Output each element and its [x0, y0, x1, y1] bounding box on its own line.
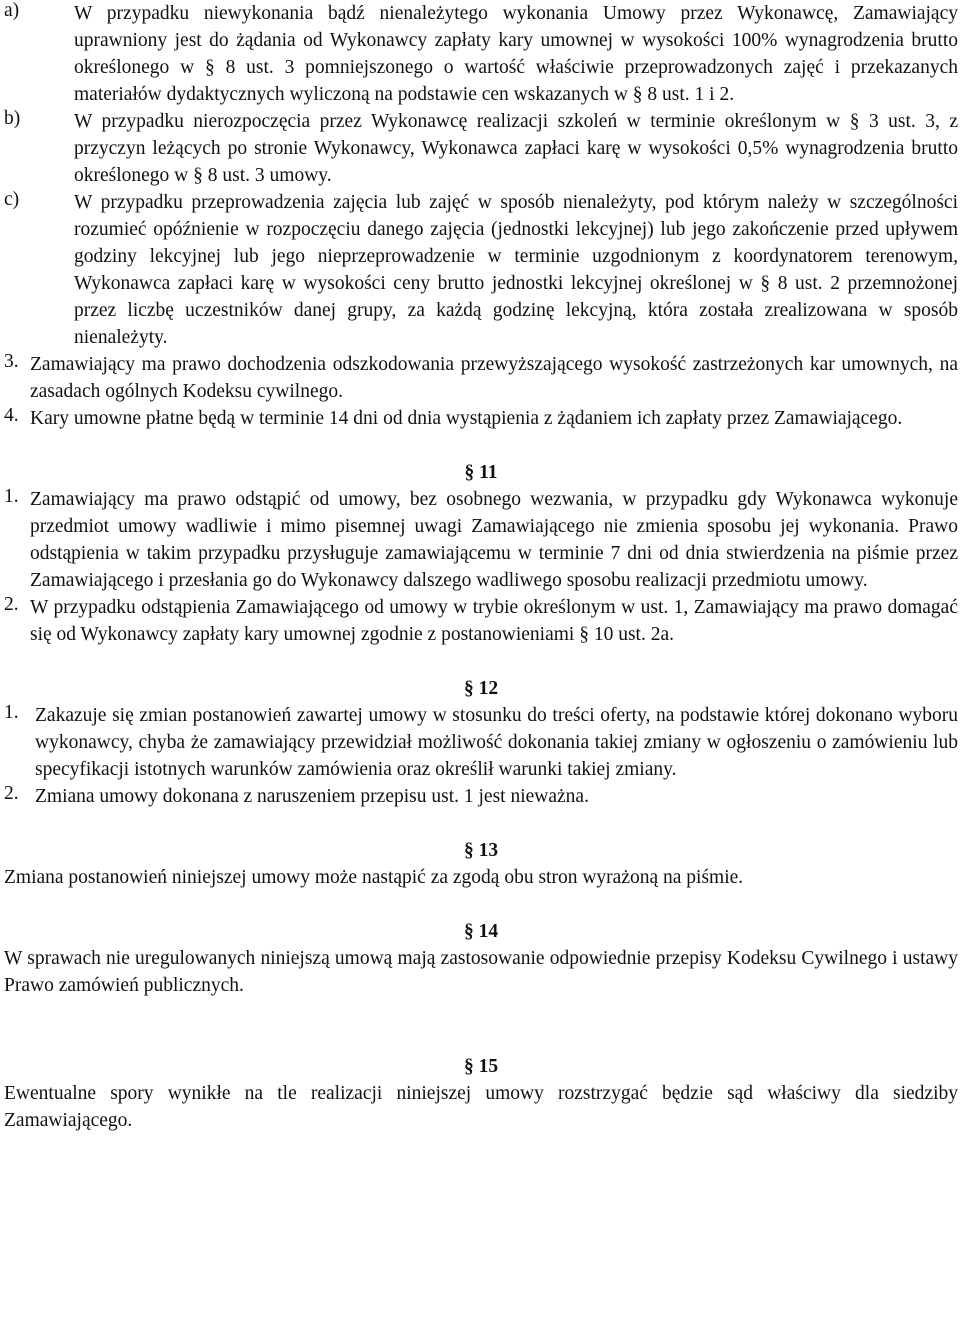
clause-label: 2.	[4, 594, 19, 615]
clause-label: 4.	[4, 405, 19, 426]
clause-10-2c	[4, 189, 958, 351]
section-heading-14: § 14	[463, 921, 499, 942]
clause-text: Kary umowne płatne będą w terminie 14 dni od dnia wystąpienia z żądaniem ich zapłaty przez Zamawiającego.	[30, 408, 903, 429]
clause-text: W przypadku niewykonania bądź nienależytego wykonania Umowy przez Wykonawcę, Zamawiający uprawniony jest do żądania od Wykonawcy zapłaty kary umownej w wysokości 100% wynagrodzenia brutto określonego w § 8 ust. 3 pomniejszonego o wartość właściwie przeprowadzonych zajęć i przekazanych materiałów dydaktycznych wyliczoną na podstawie cen wskazanych w § 8 ust. 1 i 2.	[74, 3, 958, 105]
section-heading-11: § 11	[464, 462, 498, 483]
clause-12-1	[4, 702, 958, 783]
clause-10-3	[4, 351, 958, 405]
section-13-text: Zmiana postanowień niniejszej umowy może nastąpić za zgodą obu stron wyrażoną na piśmie.	[4, 867, 744, 888]
clause-text: Zamawiający ma prawo dochodzenia odszkodowania przewyższającego wysokość zastrzeżonych kar umownych, na zasadach ogólnych Kodeksu cywilnego.	[30, 354, 958, 402]
clause-10-2a	[4, 0, 958, 108]
clause-label: b)	[4, 108, 21, 129]
clause-label: 1.	[4, 702, 19, 723]
clause-11-2	[4, 594, 958, 648]
clause-text: W przypadku odstąpienia Zamawiającego od umowy w trybie określonym w ust. 1, Zamawiający ma prawo domagać się od Wykonawcy zapłaty kary umownej zgodnie z postanowieniami § 10 ust. 2a.	[30, 597, 958, 645]
clause-text: W przypadku przeprowadzenia zajęcia lub zajęć w sposób nienależyty, pod którym należy w szczególności rozumieć opóźnienie w rozpoczęciu danego zajęcia (jednostki lekcyjnej) lub jego zakończenie przed upływem godziny lekcyjnej lub jego nieprzeprowadzenie w terminie uzgodnionym z koordynatorem terenowym, Wykonawca zapłaci karę w wysokości ceny brutto jednostki lekcyjnej określonej w § 8 ust. 2 przemnożonej przez liczbę uczestników danej grupy, za każdą godzinę lekcyjną, która została zrealizowana w sposób nienależyty.	[74, 192, 958, 348]
document-page	[4, 0, 958, 1134]
section-heading-12: § 12	[463, 678, 499, 699]
clause-11-1	[4, 486, 958, 594]
clause-12-2	[4, 783, 958, 810]
clause-text: W przypadku nierozpoczęcia przez Wykonawcę realizacji szkoleń w terminie określonym w § 3 ust. 3, z przyczyn leżących po stronie Wykonawcy, Wykonawca zapłaci karę w wysokości 0,5% wynagrodzenia brutto określonego w § 8 ust. 3 umowy.	[74, 111, 958, 186]
clause-label: c)	[4, 189, 20, 210]
section-heading-13: § 13	[463, 840, 499, 861]
section-heading-15: § 15	[463, 1056, 499, 1077]
clause-10-2b	[4, 108, 958, 189]
clause-text: Zmiana umowy dokonana z naruszeniem przepisu ust. 1 jest nieważna.	[35, 786, 589, 807]
clause-label: 1.	[4, 486, 19, 507]
clause-text: Zamawiający ma prawo odstąpić od umowy, bez osobnego wezwania, w przypadku gdy Wykonawca wykonuje przedmiot umowy wadliwie i mimo pisemnej uwagi Zamawiającego nie zmienia sposobu jej wykonania. Prawo odstąpienia w takim przypadku przysługuje zamawiającemu w terminie 7 dni od dnia stwierdzenia na piśmie przez Zamawiającego i przesłania go do Wykonawcy dalszego wadliwego sposobu realizacji przedmiotu umowy.	[30, 489, 958, 591]
clause-label: 3.	[4, 351, 19, 372]
clause-label: a)	[4, 0, 20, 21]
clause-10-4	[4, 405, 958, 432]
section-14-text: W sprawach nie uregulowanych niniejszą umową mają zastosowanie odpowiednie przepisy Kodeksu Cywilnego i ustawy Prawo zamówień publicznych.	[4, 948, 958, 996]
clause-label: 2.	[4, 783, 19, 804]
section-15-text: Ewentualne spory wynikłe na tle realizacji niniejszej umowy rozstrzygać będzie sąd właściwy dla siedziby Zamawiającego.	[4, 1083, 958, 1131]
clause-text: Zakazuje się zmian postanowień zawartej umowy w stosunku do treści oferty, na podstawie której dokonano wyboru wykonawcy, chyba że zamawiający przewidział możliwość dokonania takiej zmiany w ogłoszeniu o zamówieniu lub specyfikacji istotnych warunków zamówienia oraz określił warunki takiej zmiany.	[35, 705, 958, 780]
